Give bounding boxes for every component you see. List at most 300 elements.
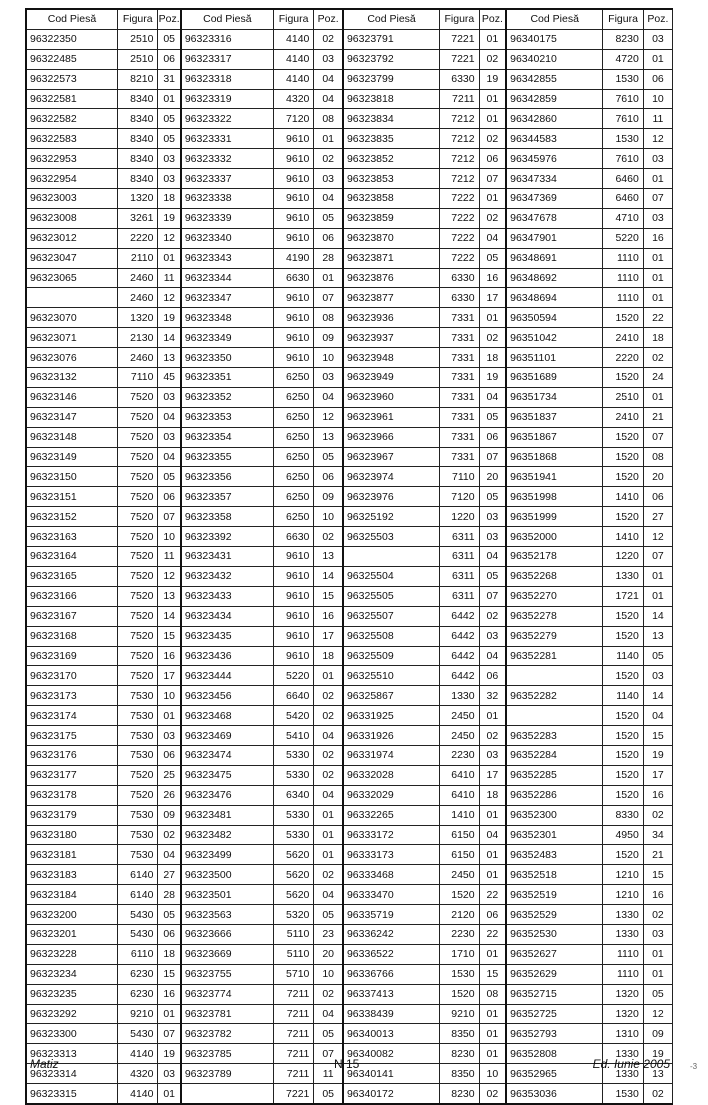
part-code-cell: 96323228 xyxy=(26,944,117,964)
figure-cell: 2110 xyxy=(117,248,158,268)
position-cell: 01 xyxy=(314,666,343,686)
position-cell: 03 xyxy=(643,666,672,686)
figure-cell: 1721 xyxy=(603,586,644,606)
part-code-cell: 96323435 xyxy=(181,626,274,646)
table-row xyxy=(26,626,673,646)
figure-cell: 7520 xyxy=(117,447,158,467)
figure-cell: 1330 xyxy=(603,1064,644,1084)
part-code-cell: 96332029 xyxy=(343,785,440,805)
position-cell: 01 xyxy=(314,805,343,825)
position-cell: 16 xyxy=(158,984,181,1004)
position-cell: 20 xyxy=(314,944,343,964)
part-code-cell: 96323501 xyxy=(181,885,274,905)
part-code-cell: 96323353 xyxy=(181,407,274,427)
figure-cell: 7520 xyxy=(117,387,158,407)
figure-cell: 7520 xyxy=(117,586,158,606)
part-code-cell: 96323499 xyxy=(181,845,274,865)
header-pos: Poz. xyxy=(158,9,181,29)
part-code-cell: 96323315 xyxy=(26,1084,117,1104)
figure-cell: 7520 xyxy=(117,666,158,686)
part-code-cell: 96323174 xyxy=(26,706,117,726)
position-cell: 16 xyxy=(158,646,181,666)
header-code: Cod Piesă xyxy=(506,9,603,29)
position-cell: 03 xyxy=(479,626,506,646)
position-cell: 01 xyxy=(479,109,506,129)
part-code-cell: 96351999 xyxy=(506,507,603,527)
figure-cell: 4140 xyxy=(273,49,314,69)
part-code-cell: 96323563 xyxy=(181,905,274,925)
figure-cell: 1110 xyxy=(603,964,644,984)
figure-cell: 7222 xyxy=(440,189,479,209)
table-row xyxy=(26,726,673,746)
part-code-cell: 96325192 xyxy=(343,507,440,527)
part-code-cell: 96325505 xyxy=(343,586,440,606)
part-code-cell: 96353036 xyxy=(506,1084,603,1104)
position-cell: 03 xyxy=(643,208,672,228)
part-code-cell: 96338439 xyxy=(343,1004,440,1024)
figure-cell: 7520 xyxy=(117,765,158,785)
figure-cell: 5420 xyxy=(273,706,314,726)
figure-cell: 1520 xyxy=(440,984,479,1004)
figure-cell: 5110 xyxy=(273,924,314,944)
figure-cell: 7520 xyxy=(117,646,158,666)
position-cell: 20 xyxy=(643,467,672,487)
position-cell: 10 xyxy=(158,686,181,706)
position-cell: 18 xyxy=(314,646,343,666)
part-code-cell: 96323961 xyxy=(343,407,440,427)
position-cell: 14 xyxy=(643,606,672,626)
position-cell: 01 xyxy=(643,944,672,964)
position-cell: 04 xyxy=(479,228,506,248)
figure-cell: 7331 xyxy=(440,348,479,368)
position-cell: 26 xyxy=(158,785,181,805)
table-row xyxy=(26,606,673,626)
part-code-cell: 96352178 xyxy=(506,547,603,567)
position-cell: 21 xyxy=(643,407,672,427)
part-code-cell: 96323434 xyxy=(181,606,274,626)
part-code-cell: 96323170 xyxy=(26,666,117,686)
figure-cell: 3261 xyxy=(117,208,158,228)
position-cell: 17 xyxy=(158,666,181,686)
part-code-cell: 96323792 xyxy=(343,49,440,69)
part-code-cell: 96333468 xyxy=(343,865,440,885)
figure-cell: 4140 xyxy=(117,1084,158,1104)
position-cell: 01 xyxy=(479,706,506,726)
part-code-cell: 96323852 xyxy=(343,149,440,169)
part-code-cell: 96323132 xyxy=(26,368,117,388)
position-cell: 16 xyxy=(643,885,672,905)
position-cell: 28 xyxy=(314,248,343,268)
position-cell: 13 xyxy=(158,348,181,368)
part-code-cell: 96323967 xyxy=(343,447,440,467)
figure-cell: 7120 xyxy=(273,109,314,129)
position-cell: 02 xyxy=(314,527,343,547)
table-row xyxy=(26,1084,673,1104)
part-code-cell: 96323785 xyxy=(181,1044,274,1064)
header-code: Cod Piesă xyxy=(343,9,440,29)
part-code-cell: 96323235 xyxy=(26,984,117,1004)
position-cell: 11 xyxy=(158,547,181,567)
figure-cell: 7211 xyxy=(273,1004,314,1024)
table-row xyxy=(26,487,673,507)
position-cell: 17 xyxy=(643,765,672,785)
position-cell: 01 xyxy=(479,1004,506,1024)
part-code-cell: 96350594 xyxy=(506,308,603,328)
part-code-cell: 96323319 xyxy=(181,89,274,109)
figure-cell: 1110 xyxy=(603,288,644,308)
position-cell: 02 xyxy=(643,1084,672,1104)
figure-cell: 1330 xyxy=(440,686,479,706)
figure-cell: 8230 xyxy=(440,1044,479,1064)
position-cell: 13 xyxy=(314,547,343,567)
position-cell: 13 xyxy=(643,1064,672,1084)
part-code-cell: 96335719 xyxy=(343,905,440,925)
part-code-cell: 96323147 xyxy=(26,407,117,427)
part-code-cell: 96351734 xyxy=(506,387,603,407)
figure-cell: 6630 xyxy=(273,268,314,288)
figure-cell: 1520 xyxy=(603,467,644,487)
parts-table xyxy=(25,8,673,1105)
position-cell: 05 xyxy=(479,407,506,427)
figure-cell: 4320 xyxy=(117,1064,158,1084)
position-cell: 01 xyxy=(643,964,672,984)
position-cell: 21 xyxy=(643,845,672,865)
table-row xyxy=(26,586,673,606)
part-code-cell: 96323332 xyxy=(181,149,274,169)
position-cell: 22 xyxy=(643,308,672,328)
table-row xyxy=(26,368,673,388)
part-code-cell: 96352808 xyxy=(506,1044,603,1064)
position-cell: 19 xyxy=(479,368,506,388)
table-row xyxy=(26,228,673,248)
part-code-cell: 96352725 xyxy=(506,1004,603,1024)
part-code-cell: 96323858 xyxy=(343,189,440,209)
part-code-cell: 96323292 xyxy=(26,1004,117,1024)
position-cell: 06 xyxy=(479,427,506,447)
part-code-cell: 96323356 xyxy=(181,467,274,487)
part-code-cell: 96352000 xyxy=(506,527,603,547)
position-cell: 10 xyxy=(158,527,181,547)
table-row xyxy=(26,308,673,328)
figure-cell: 4140 xyxy=(117,1044,158,1064)
figure-cell: 1520 xyxy=(603,447,644,467)
figure-cell: 6630 xyxy=(273,527,314,547)
figure-cell: 6150 xyxy=(440,845,479,865)
part-code-cell: 96322582 xyxy=(26,109,117,129)
figure-cell: 1520 xyxy=(603,666,644,686)
position-cell: 13 xyxy=(314,427,343,447)
table-row xyxy=(26,686,673,706)
part-code-cell: 96323354 xyxy=(181,427,274,447)
part-code-cell: 96323871 xyxy=(343,248,440,268)
part-code-cell: 96322581 xyxy=(26,89,117,109)
position-cell: 18 xyxy=(158,944,181,964)
table-row xyxy=(26,527,673,547)
part-code-cell: 96323859 xyxy=(343,208,440,228)
part-code-cell: 96348694 xyxy=(506,288,603,308)
position-cell: 07 xyxy=(479,447,506,467)
table-row xyxy=(26,109,673,129)
figure-cell: 1220 xyxy=(603,547,644,567)
position-cell: 18 xyxy=(479,348,506,368)
figure-cell: 6140 xyxy=(117,865,158,885)
position-cell: 03 xyxy=(643,924,672,944)
part-code-cell: 96331974 xyxy=(343,745,440,765)
position-cell: 12 xyxy=(643,527,672,547)
position-cell: 14 xyxy=(158,606,181,626)
figure-cell: 9610 xyxy=(273,646,314,666)
part-code-cell: 96351998 xyxy=(506,487,603,507)
figure-cell: 7212 xyxy=(440,169,479,189)
part-code-cell: 96323348 xyxy=(181,308,274,328)
table-row xyxy=(26,189,673,209)
part-code-cell: 96352519 xyxy=(506,885,603,905)
position-cell: 09 xyxy=(314,328,343,348)
part-code-cell: 96323344 xyxy=(181,268,274,288)
position-cell: 18 xyxy=(479,785,506,805)
position-cell: 01 xyxy=(314,129,343,149)
position-cell: 05 xyxy=(479,248,506,268)
position-cell: 12 xyxy=(314,407,343,427)
table-row xyxy=(26,149,673,169)
figure-cell: 2450 xyxy=(440,706,479,726)
part-code-cell: 96322954 xyxy=(26,169,117,189)
position-cell: 06 xyxy=(479,666,506,686)
figure-cell: 2130 xyxy=(117,328,158,348)
position-cell: 03 xyxy=(158,387,181,407)
figure-cell: 7212 xyxy=(440,109,479,129)
position-cell: 06 xyxy=(158,487,181,507)
figure-cell: 1530 xyxy=(603,69,644,89)
figure-cell: 1140 xyxy=(603,686,644,706)
position-cell: 06 xyxy=(314,228,343,248)
position-cell: 02 xyxy=(479,49,506,69)
table-row xyxy=(26,944,673,964)
figure-cell: 9210 xyxy=(440,1004,479,1024)
figure-cell: 7520 xyxy=(117,527,158,547)
part-code-cell: 96323876 xyxy=(343,268,440,288)
part-code-cell: 96333172 xyxy=(343,825,440,845)
position-cell: 18 xyxy=(643,328,672,348)
table-row xyxy=(26,248,673,268)
table-row xyxy=(26,566,673,586)
figure-cell: 5220 xyxy=(603,228,644,248)
part-code-cell: 96323349 xyxy=(181,328,274,348)
table-row xyxy=(26,745,673,765)
figure-cell: 1520 xyxy=(603,845,644,865)
position-cell: 01 xyxy=(479,29,506,49)
part-code-cell: 96322485 xyxy=(26,49,117,69)
position-cell: 34 xyxy=(643,825,672,845)
position-cell: 07 xyxy=(314,288,343,308)
position-cell: 01 xyxy=(158,89,181,109)
position-cell: 22 xyxy=(479,924,506,944)
figure-cell: 7222 xyxy=(440,228,479,248)
position-cell: 05 xyxy=(158,467,181,487)
position-cell: 11 xyxy=(158,268,181,288)
figure-cell: 6442 xyxy=(440,646,479,666)
part-code-cell: 96323201 xyxy=(26,924,117,944)
position-cell: 02 xyxy=(643,905,672,925)
figure-cell: 6410 xyxy=(440,765,479,785)
figure-cell: 1210 xyxy=(603,865,644,885)
position-cell: 02 xyxy=(158,825,181,845)
position-cell: 02 xyxy=(314,745,343,765)
figure-cell: 7331 xyxy=(440,308,479,328)
figure-cell: 8350 xyxy=(440,1024,479,1044)
part-code-cell: 96323008 xyxy=(26,208,117,228)
figure-cell: 9610 xyxy=(273,606,314,626)
part-code-cell: 96323076 xyxy=(26,348,117,368)
figure-cell: 6311 xyxy=(440,527,479,547)
part-code-cell: 96323337 xyxy=(181,169,274,189)
table-row xyxy=(26,845,673,865)
position-cell: 14 xyxy=(643,686,672,706)
position-cell: 07 xyxy=(479,169,506,189)
position-cell: 15 xyxy=(643,865,672,885)
part-code-cell: 96323853 xyxy=(343,169,440,189)
part-code-cell: 96323300 xyxy=(26,1024,117,1044)
figure-cell: 6250 xyxy=(273,447,314,467)
part-code-cell: 96352301 xyxy=(506,825,603,845)
part-code-cell: 96323350 xyxy=(181,348,274,368)
table-row xyxy=(26,1024,673,1044)
part-code-cell: 96323948 xyxy=(343,348,440,368)
figure-cell: 6250 xyxy=(273,487,314,507)
part-code-cell: 96323316 xyxy=(181,29,274,49)
figure-cell: 8350 xyxy=(440,1064,479,1084)
position-cell: 02 xyxy=(643,805,672,825)
position-cell: 19 xyxy=(643,1044,672,1064)
position-cell: 02 xyxy=(479,129,506,149)
position-cell: 15 xyxy=(643,726,672,746)
footer-model: Matiz xyxy=(30,1057,59,1071)
figure-cell: 6140 xyxy=(117,885,158,905)
part-code-cell: 96323184 xyxy=(26,885,117,905)
figure-cell: 5220 xyxy=(273,666,314,686)
figure-cell: 2510 xyxy=(117,29,158,49)
position-cell: 06 xyxy=(158,924,181,944)
figure-cell: 6230 xyxy=(117,964,158,984)
figure-cell: 5710 xyxy=(273,964,314,984)
part-code-cell: 96325507 xyxy=(343,606,440,626)
part-code-cell: 96323168 xyxy=(26,626,117,646)
part-code-cell: 96352483 xyxy=(506,845,603,865)
figure-cell: 6442 xyxy=(440,666,479,686)
figure-cell: 1520 xyxy=(603,745,644,765)
position-cell: 02 xyxy=(479,328,506,348)
part-code-cell: 96325503 xyxy=(343,527,440,547)
part-code-cell: 96323149 xyxy=(26,447,117,467)
position-cell: 01 xyxy=(314,268,343,288)
table-row xyxy=(26,964,673,984)
position-cell: 06 xyxy=(479,149,506,169)
figure-cell: 7222 xyxy=(440,208,479,228)
figure-cell: 1410 xyxy=(440,805,479,825)
position-cell: 15 xyxy=(158,964,181,984)
position-cell: 04 xyxy=(479,646,506,666)
part-code-cell: 96351689 xyxy=(506,368,603,388)
part-code-cell: 96323177 xyxy=(26,765,117,785)
table-row xyxy=(26,666,673,686)
position-cell: 16 xyxy=(479,268,506,288)
position-cell: 15 xyxy=(158,626,181,646)
table-row xyxy=(26,467,673,487)
position-cell: 19 xyxy=(479,69,506,89)
part-code-cell: 96323351 xyxy=(181,368,274,388)
part-code-cell: 96344583 xyxy=(506,129,603,149)
part-code-cell: 96336242 xyxy=(343,924,440,944)
part-code-cell: 96323444 xyxy=(181,666,274,686)
part-code-cell: 96342855 xyxy=(506,69,603,89)
part-code-cell: 96331925 xyxy=(343,706,440,726)
figure-cell: 9610 xyxy=(273,189,314,209)
figure-cell: 7221 xyxy=(440,29,479,49)
part-code-cell: 96352965 xyxy=(506,1064,603,1084)
figure-cell: 6410 xyxy=(440,785,479,805)
part-code-cell: 96332028 xyxy=(343,765,440,785)
position-cell: 04 xyxy=(479,825,506,845)
footer-page-number: N 15 xyxy=(334,1057,360,1071)
figure-cell: 9610 xyxy=(273,328,314,348)
figure-cell: 5430 xyxy=(117,905,158,925)
part-code-cell: 96323183 xyxy=(26,865,117,885)
part-code-cell: 96323071 xyxy=(26,328,117,348)
part-code-cell: 96323432 xyxy=(181,566,274,586)
position-cell: 04 xyxy=(158,845,181,865)
position-cell: 03 xyxy=(158,726,181,746)
figure-cell: 6330 xyxy=(440,268,479,288)
figure-cell: 4720 xyxy=(603,49,644,69)
figure-cell: 2410 xyxy=(603,407,644,427)
part-code-cell: 96323065 xyxy=(26,268,117,288)
parts-index-page xyxy=(25,8,673,1105)
figure-cell: 5410 xyxy=(273,726,314,746)
table-row xyxy=(26,447,673,467)
header-figure: Figura xyxy=(603,9,644,29)
part-code-cell: 96325504 xyxy=(343,566,440,586)
part-code-cell: 96336766 xyxy=(343,964,440,984)
position-cell: 03 xyxy=(158,427,181,447)
figure-cell: 6110 xyxy=(117,944,158,964)
figure-cell: 6311 xyxy=(440,547,479,567)
header-code: Cod Piesă xyxy=(26,9,117,29)
part-code-cell: 96352279 xyxy=(506,626,603,646)
figure-cell: 7520 xyxy=(117,547,158,567)
position-cell: 16 xyxy=(314,606,343,626)
position-cell: 12 xyxy=(643,129,672,149)
part-code-cell xyxy=(343,547,440,567)
part-code-cell: 96323355 xyxy=(181,447,274,467)
figure-cell: 5620 xyxy=(273,865,314,885)
part-code-cell: 96323339 xyxy=(181,208,274,228)
position-cell: 13 xyxy=(158,586,181,606)
figure-cell: 6340 xyxy=(273,785,314,805)
position-cell: 02 xyxy=(643,348,672,368)
figure-cell: 5320 xyxy=(273,905,314,925)
figure-cell: 8210 xyxy=(117,69,158,89)
part-code-cell: 96323169 xyxy=(26,646,117,666)
figure-cell: 5430 xyxy=(117,1024,158,1044)
position-cell: 02 xyxy=(479,1084,506,1104)
position-cell: 12 xyxy=(158,566,181,586)
part-code-cell: 96348692 xyxy=(506,268,603,288)
figure-cell: 1320 xyxy=(117,308,158,328)
position-cell: 04 xyxy=(479,547,506,567)
figure-cell: 7530 xyxy=(117,845,158,865)
part-code-cell: 96352715 xyxy=(506,984,603,1004)
figure-cell: 7211 xyxy=(273,1064,314,1084)
